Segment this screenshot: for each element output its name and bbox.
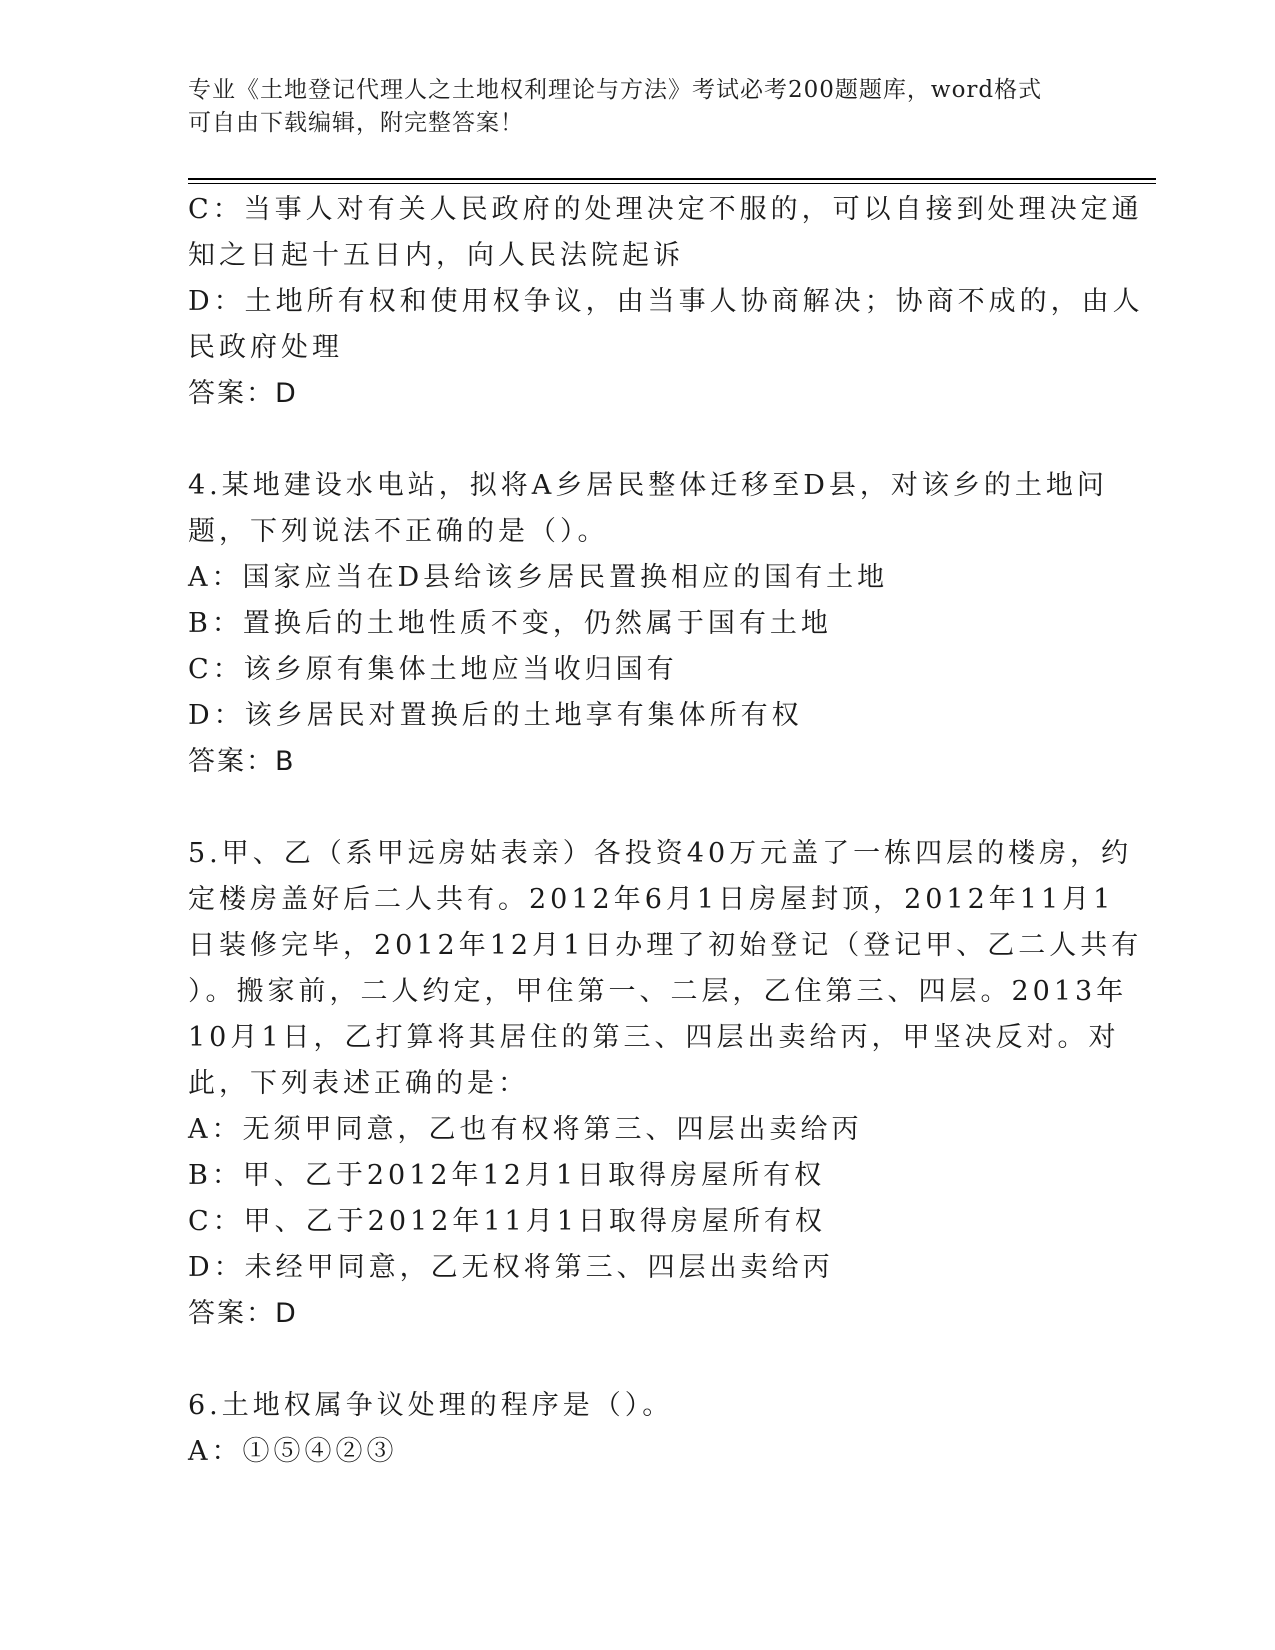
q3-option-d-line-1: D：土地所有权和使用权争议，由当事人协商解决；协商不成的，由人 xyxy=(188,286,1144,317)
q4-option-d: D：该乡居民对置换后的土地享有集体所有权 xyxy=(188,700,803,731)
q4-option-a: A：国家应当在D县给该乡居民置换相应的国有土地 xyxy=(188,562,889,593)
q5-stem-line-6: 此，下列表述正确的是： xyxy=(188,1068,529,1099)
header-divider-thin xyxy=(188,183,1156,184)
q3-option-d-line-2: 民政府处理 xyxy=(188,332,343,363)
question-4 xyxy=(188,463,1108,785)
document-body xyxy=(188,187,1144,1475)
q6-stem-line-1: 6.土地权属争议处理的程序是（）。 xyxy=(188,1390,674,1421)
q3-answer: 答案：D xyxy=(188,378,298,409)
q3-option-c-line-1: C：当事人对有关人民政府的处理决定不服的，可以自接到处理决定通 xyxy=(188,194,1143,225)
q5-stem-line-3: 日装修完毕，2012年12月1日办理了初始登记（登记甲、乙二人共有 xyxy=(188,930,1143,961)
header-title-line-2: 可自由下载编辑，附完整答案！ xyxy=(188,110,524,136)
question-6 xyxy=(188,1383,1088,1475)
q4-answer: 答案：B xyxy=(188,746,296,777)
q5-stem-line-1: 5.甲、乙（系甲远房姑表亲）各投资40万元盖了一栋四层的楼房，约 xyxy=(188,838,1133,869)
q4-option-c: C：该乡原有集体土地应当收归国有 xyxy=(188,654,678,685)
q5-stem-line-5: 10月1日，乙打算将其居住的第三、四层出卖给丙，甲坚决反对。对 xyxy=(188,1022,1120,1053)
q5-option-a: A：无须甲同意，乙也有权将第三、四层出卖给丙 xyxy=(188,1114,863,1145)
document-header xyxy=(188,74,1068,140)
q5-stem-line-4: ）。搬家前，二人约定，甲住第一、二层，乙住第三、四层。2013年 xyxy=(188,976,1128,1007)
q4-stem-line-2: 题，下列说法不正确的是（）。 xyxy=(188,516,609,547)
q6-option-a: A：①⑤④②③ xyxy=(188,1436,398,1467)
q5-option-d: D：未经甲同意，乙无权将第三、四层出卖给丙 xyxy=(188,1252,834,1283)
q5-option-c: C：甲、乙于2012年11月1日取得房屋所有权 xyxy=(188,1206,826,1237)
header-divider-thick xyxy=(188,178,1156,180)
q4-option-b: B：置换后的土地性质不变，仍然属于国有土地 xyxy=(188,608,832,639)
question-5 xyxy=(188,831,1143,1337)
question-3-continued xyxy=(188,187,1144,417)
header-title-line-1: 专业《土地登记代理人之土地权利理论与方法》考试必考200题题库，word格式 xyxy=(188,77,1043,103)
q4-stem-line-1: 4.某地建设水电站，拟将A乡居民整体迁移至D县，对该乡的土地问 xyxy=(188,470,1108,501)
q5-answer: 答案：D xyxy=(188,1298,298,1329)
spacer xyxy=(188,417,1088,463)
q5-option-b: B：甲、乙于2012年12月1日取得房屋所有权 xyxy=(188,1160,826,1191)
q3-option-c-line-2: 知之日起十五日内，向人民法院起诉 xyxy=(188,240,684,271)
spacer xyxy=(188,1337,1088,1383)
spacer xyxy=(188,785,1088,831)
q5-stem-line-2: 定楼房盖好后二人共有。2012年6月1日房屋封顶，2012年11月1 xyxy=(188,884,1115,915)
